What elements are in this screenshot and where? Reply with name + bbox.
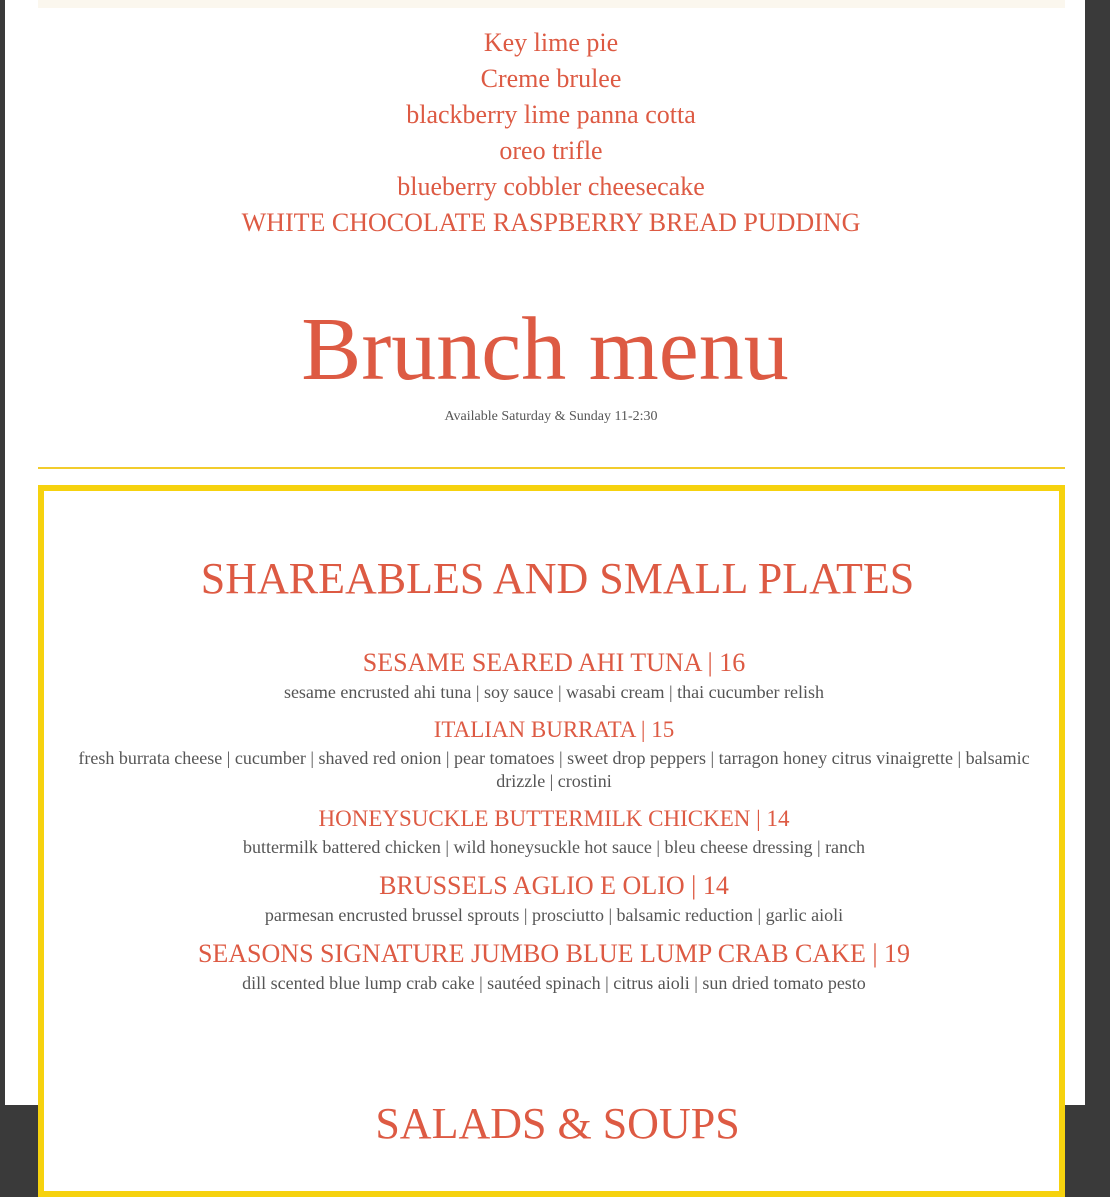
dessert-item: oreo trifle xyxy=(499,136,603,165)
dessert-list xyxy=(5,25,1097,241)
menu-item-name: BRUSSELS AGLIO E OLIO | 14 xyxy=(379,871,729,900)
shareables-section xyxy=(38,485,1065,1197)
menu-item-name: SEASONS SIGNATURE JUMBO BLUE LUMP CRAB CAKE | 19 xyxy=(197,939,911,968)
dessert-item: WHITE CHOCOLATE RASPBERRY BREAD PUDDING xyxy=(241,208,861,237)
menu-item-name: ITALIAN BURRATA | 15 xyxy=(433,717,675,742)
menu-item-description: dill scented blue lump crab cake | sautéed spinach | citrus aioli | sun dried tomato pesto xyxy=(242,973,866,993)
next-section-heading: SALADS & SOUPS xyxy=(375,1099,740,1148)
dessert-item: Key lime pie xyxy=(483,28,619,57)
menu-item xyxy=(68,645,1040,704)
dessert-item: blackberry lime panna cotta xyxy=(406,100,696,129)
previous-section-bottom xyxy=(38,0,1065,8)
section-divider xyxy=(38,467,1065,469)
dessert-item: blueberry cobbler cheesecake xyxy=(397,172,705,201)
brunch-menu-title: Brunch menu xyxy=(301,300,789,399)
menu-items xyxy=(68,645,1040,995)
menu-page xyxy=(5,0,1085,1148)
menu-item-name: SESAME SEARED AHI TUNA | 16 xyxy=(362,648,746,677)
menu-item-name: HONEYSUCKLE BUTTERMILK CHICKEN | 14 xyxy=(318,806,790,831)
brunch-availability: Available Saturday & Sunday 11-2:30 xyxy=(444,409,658,424)
menu-item xyxy=(68,802,1040,859)
menu-item-description: fresh burrata cheese | cucumber | shaved red onion | pear tomatoes | sweet drop peppers | tarragon honey citrus vinaigrette | balsamic drizzle | crostini xyxy=(78,748,1030,791)
menu-item-description: buttermilk battered chicken | wild honeysuckle hot sauce | bleu cheese dressing | ranch xyxy=(242,837,866,857)
menu-item-description: parmesan encrusted brussel sprouts | prosciutto | balsamic reduction | garlic aioli xyxy=(264,905,844,925)
menu-item xyxy=(68,868,1040,927)
menu-item xyxy=(68,713,1040,793)
dessert-item: Creme brulee xyxy=(480,64,622,93)
window-scrollbar[interactable] xyxy=(1085,0,1110,1105)
section-heading: SHAREABLES AND SMALL PLATES xyxy=(200,554,915,603)
menu-item-description: sesame encrusted ahi tuna | soy sauce | wasabi cream | thai cucumber relish xyxy=(283,682,825,702)
menu-item xyxy=(68,936,1040,995)
